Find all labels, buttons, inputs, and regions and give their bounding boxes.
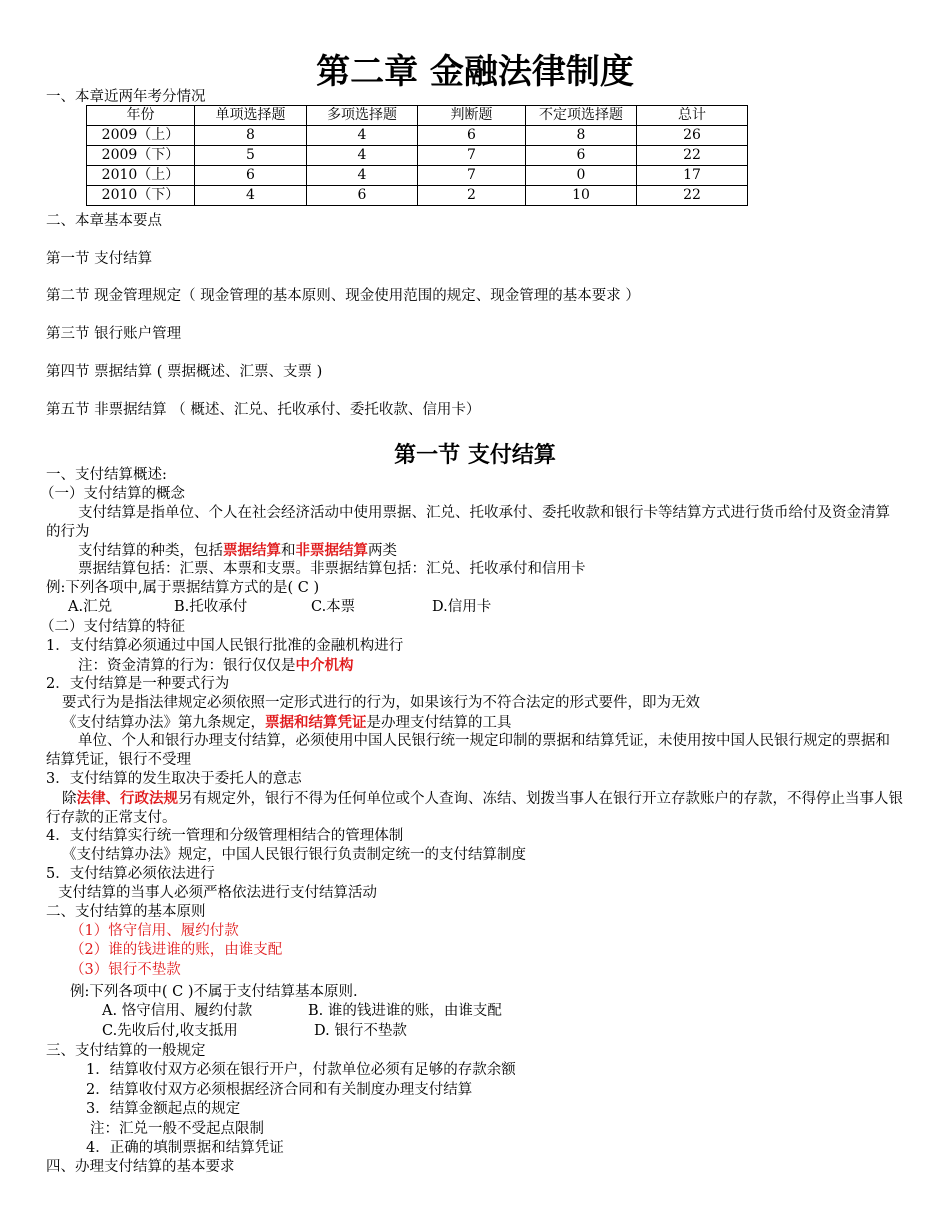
table-cell: 17: [637, 166, 748, 186]
table-cell: 0: [526, 166, 637, 186]
table-header-cell: 判断题: [418, 106, 526, 126]
principle-item: （2）谁的钱进谁的账，由谁支配: [70, 942, 283, 958]
section-title: 第一节 支付结算: [394, 443, 556, 468]
paragraph: 5．支付结算必须依法进行: [46, 866, 215, 882]
paragraph: （二）支付结算的特征: [40, 619, 185, 635]
principle-item: （3）银行不垫款: [70, 962, 181, 978]
example-question: 例:下列各项中( C )不属于支付结算基本原则.: [70, 984, 358, 1000]
highlight-text: 中介机构: [295, 657, 354, 674]
table-header-cell: 年份: [87, 106, 195, 126]
option-d: D. 银行不垫款: [314, 1023, 407, 1039]
table-row: [87, 166, 748, 186]
table-cell: 4: [195, 186, 307, 206]
paragraph: 一、支付结算概述:: [46, 467, 167, 483]
table-cell: 22: [637, 186, 748, 206]
highlight-text: 非票据结算: [295, 542, 368, 559]
paragraph: 《支付结算办法》第九条规定，票据和结算凭证是办理支付结算的工具: [62, 714, 512, 731]
table-cell: 7: [418, 166, 526, 186]
paragraph: 三、支付结算的一般规定: [46, 1043, 206, 1059]
paragraph: 二、支付结算的基本原则: [46, 904, 206, 920]
table-cell: 2: [418, 186, 526, 206]
paragraph: 2．支付结算是一种要式行为: [46, 676, 230, 692]
score-section-heading: 一、本章近两年考分情况: [46, 89, 206, 105]
table-cell: 6: [195, 166, 307, 186]
table-cell: 26: [637, 126, 748, 146]
highlight-text: 票据和结算凭证: [265, 714, 367, 731]
table-row: [87, 126, 748, 146]
table-header-cell: 多项选择题: [307, 106, 418, 126]
table-header-cell: 单项选择题: [195, 106, 307, 126]
table-cell: 2009（下）: [87, 146, 195, 166]
table-cell: 6: [307, 186, 418, 206]
table-cell: 22: [637, 146, 748, 166]
highlight-text: 法律、行政法规: [76, 790, 178, 807]
paragraph: 除法律、行政法规另有规定外，银行不得为任何单位或个人查询、冻结、划拨当事人在银行开立存款账户的存款，不得停止当事人银行存款的正常支付。: [46, 790, 903, 826]
note: 注：汇兑一般不受起点限制: [90, 1121, 264, 1137]
section-list-item: 第五节 非票据结算 （ 概述、汇兑、托收承付、委托收款、信用卡）: [46, 402, 481, 418]
rule-item: 3．结算金额起点的规定: [86, 1101, 241, 1117]
paragraph: 《支付结算办法》规定，中国人民银行银行负责制定统一的支付结算制度: [62, 847, 526, 863]
table-cell: 2009（上）: [87, 126, 195, 146]
table-cell: 7: [418, 146, 526, 166]
table-cell: 4: [307, 166, 418, 186]
highlight-text: 票据结算: [223, 542, 281, 559]
table-cell: 6: [418, 126, 526, 146]
table-cell: 5: [195, 146, 307, 166]
paragraph: 支付结算的当事人必须严格依法进行支付结算活动: [58, 885, 377, 901]
table-cell: 8: [526, 126, 637, 146]
section-list-item: 第三节 银行账户管理: [46, 326, 182, 342]
paragraph: 支付结算的种类，包括票据结算和非票据结算两类: [78, 542, 397, 559]
table-header-cell: 不定项选择题: [526, 106, 637, 126]
paragraph: 要式行为是指法律规定必须依照一定形式进行的行为，如果该行为不符合法定的形式要件，即为无效: [62, 695, 700, 711]
paragraph: 支付结算是指单位、个人在社会经济活动中使用票据、汇兑、托收承付、委托收款和银行卡等结算方式进行货币给付及资金清算的行为: [46, 505, 890, 540]
score-table: [86, 105, 748, 206]
section-list-item: 第一节 支付结算: [46, 251, 153, 267]
option-d: D.信用卡: [432, 599, 492, 615]
paragraph: 四、办理支付结算的基本要求: [46, 1159, 235, 1175]
option-b: B.托收承付: [174, 599, 248, 615]
rule-item: 1．结算收付双方必须在银行开户，付款单位必须有足够的存款余额: [86, 1062, 516, 1078]
section-list-item: 第二节 现金管理规定（ 现金管理的基本原则、现金使用范围的规定、现金管理的基本要求 ）: [46, 288, 640, 304]
table-cell: 8: [195, 126, 307, 146]
rule-item: 4．正确的填制票据和结算凭证: [86, 1140, 284, 1156]
table-cell: 6: [526, 146, 637, 166]
table-header-cell: 总计: [637, 106, 748, 126]
table-cell: 2010（上）: [87, 166, 195, 186]
table-cell: 4: [307, 146, 418, 166]
table-cell: 10: [526, 186, 637, 206]
paragraph: 4．支付结算实行统一管理和分级管理相结合的管理体制: [46, 828, 404, 844]
table-header-row: [87, 106, 748, 126]
table-cell: 2010（下）: [87, 186, 195, 206]
principle-item: （1）恪守信用、履约付款: [70, 923, 239, 939]
paragraph: 3．支付结算的发生取决于委托人的意志: [46, 771, 302, 787]
option-b: B. 谁的钱进谁的账，由谁支配: [308, 1003, 502, 1019]
table-row: [87, 186, 748, 206]
option-a: A.汇兑: [68, 599, 113, 615]
option-c: C.先收后付,收支抵用: [102, 1023, 238, 1039]
paragraph: （一）支付结算的概念: [40, 486, 185, 502]
paragraph: 注：资金清算的行为：银行仅仅是中介机构: [78, 657, 354, 674]
example-question: 例:下列各项中,属于票据结算方式的是( C ): [46, 580, 320, 596]
key-points-heading: 二、本章基本要点: [46, 213, 162, 229]
paragraph: 票据结算包括：汇票、本票和支票。非票据结算包括：汇兑、托收承付和信用卡: [78, 561, 586, 577]
option-a: A. 恪守信用、履约付款: [102, 1003, 253, 1019]
rule-item: 2．结算收付双方必须根据经济合同和有关制度办理支付结算: [86, 1082, 473, 1098]
section-list-item: 第四节 票据结算 ( 票据概述、汇票、支票 ): [46, 364, 323, 380]
paragraph: 1．支付结算必须通过中国人民银行批准的金融机构进行: [46, 638, 404, 654]
option-c: C.本票: [311, 599, 356, 615]
table-row: [87, 146, 748, 166]
paragraph: 单位、个人和银行办理支付结算，必须使用中国人民银行统一规定印制的票据和结算凭证，未使用按中国人民银行规定的票据和结算凭证，银行不受理: [46, 733, 890, 768]
table-cell: 4: [307, 126, 418, 146]
chapter-title: 第二章 金融法律制度: [316, 52, 634, 92]
